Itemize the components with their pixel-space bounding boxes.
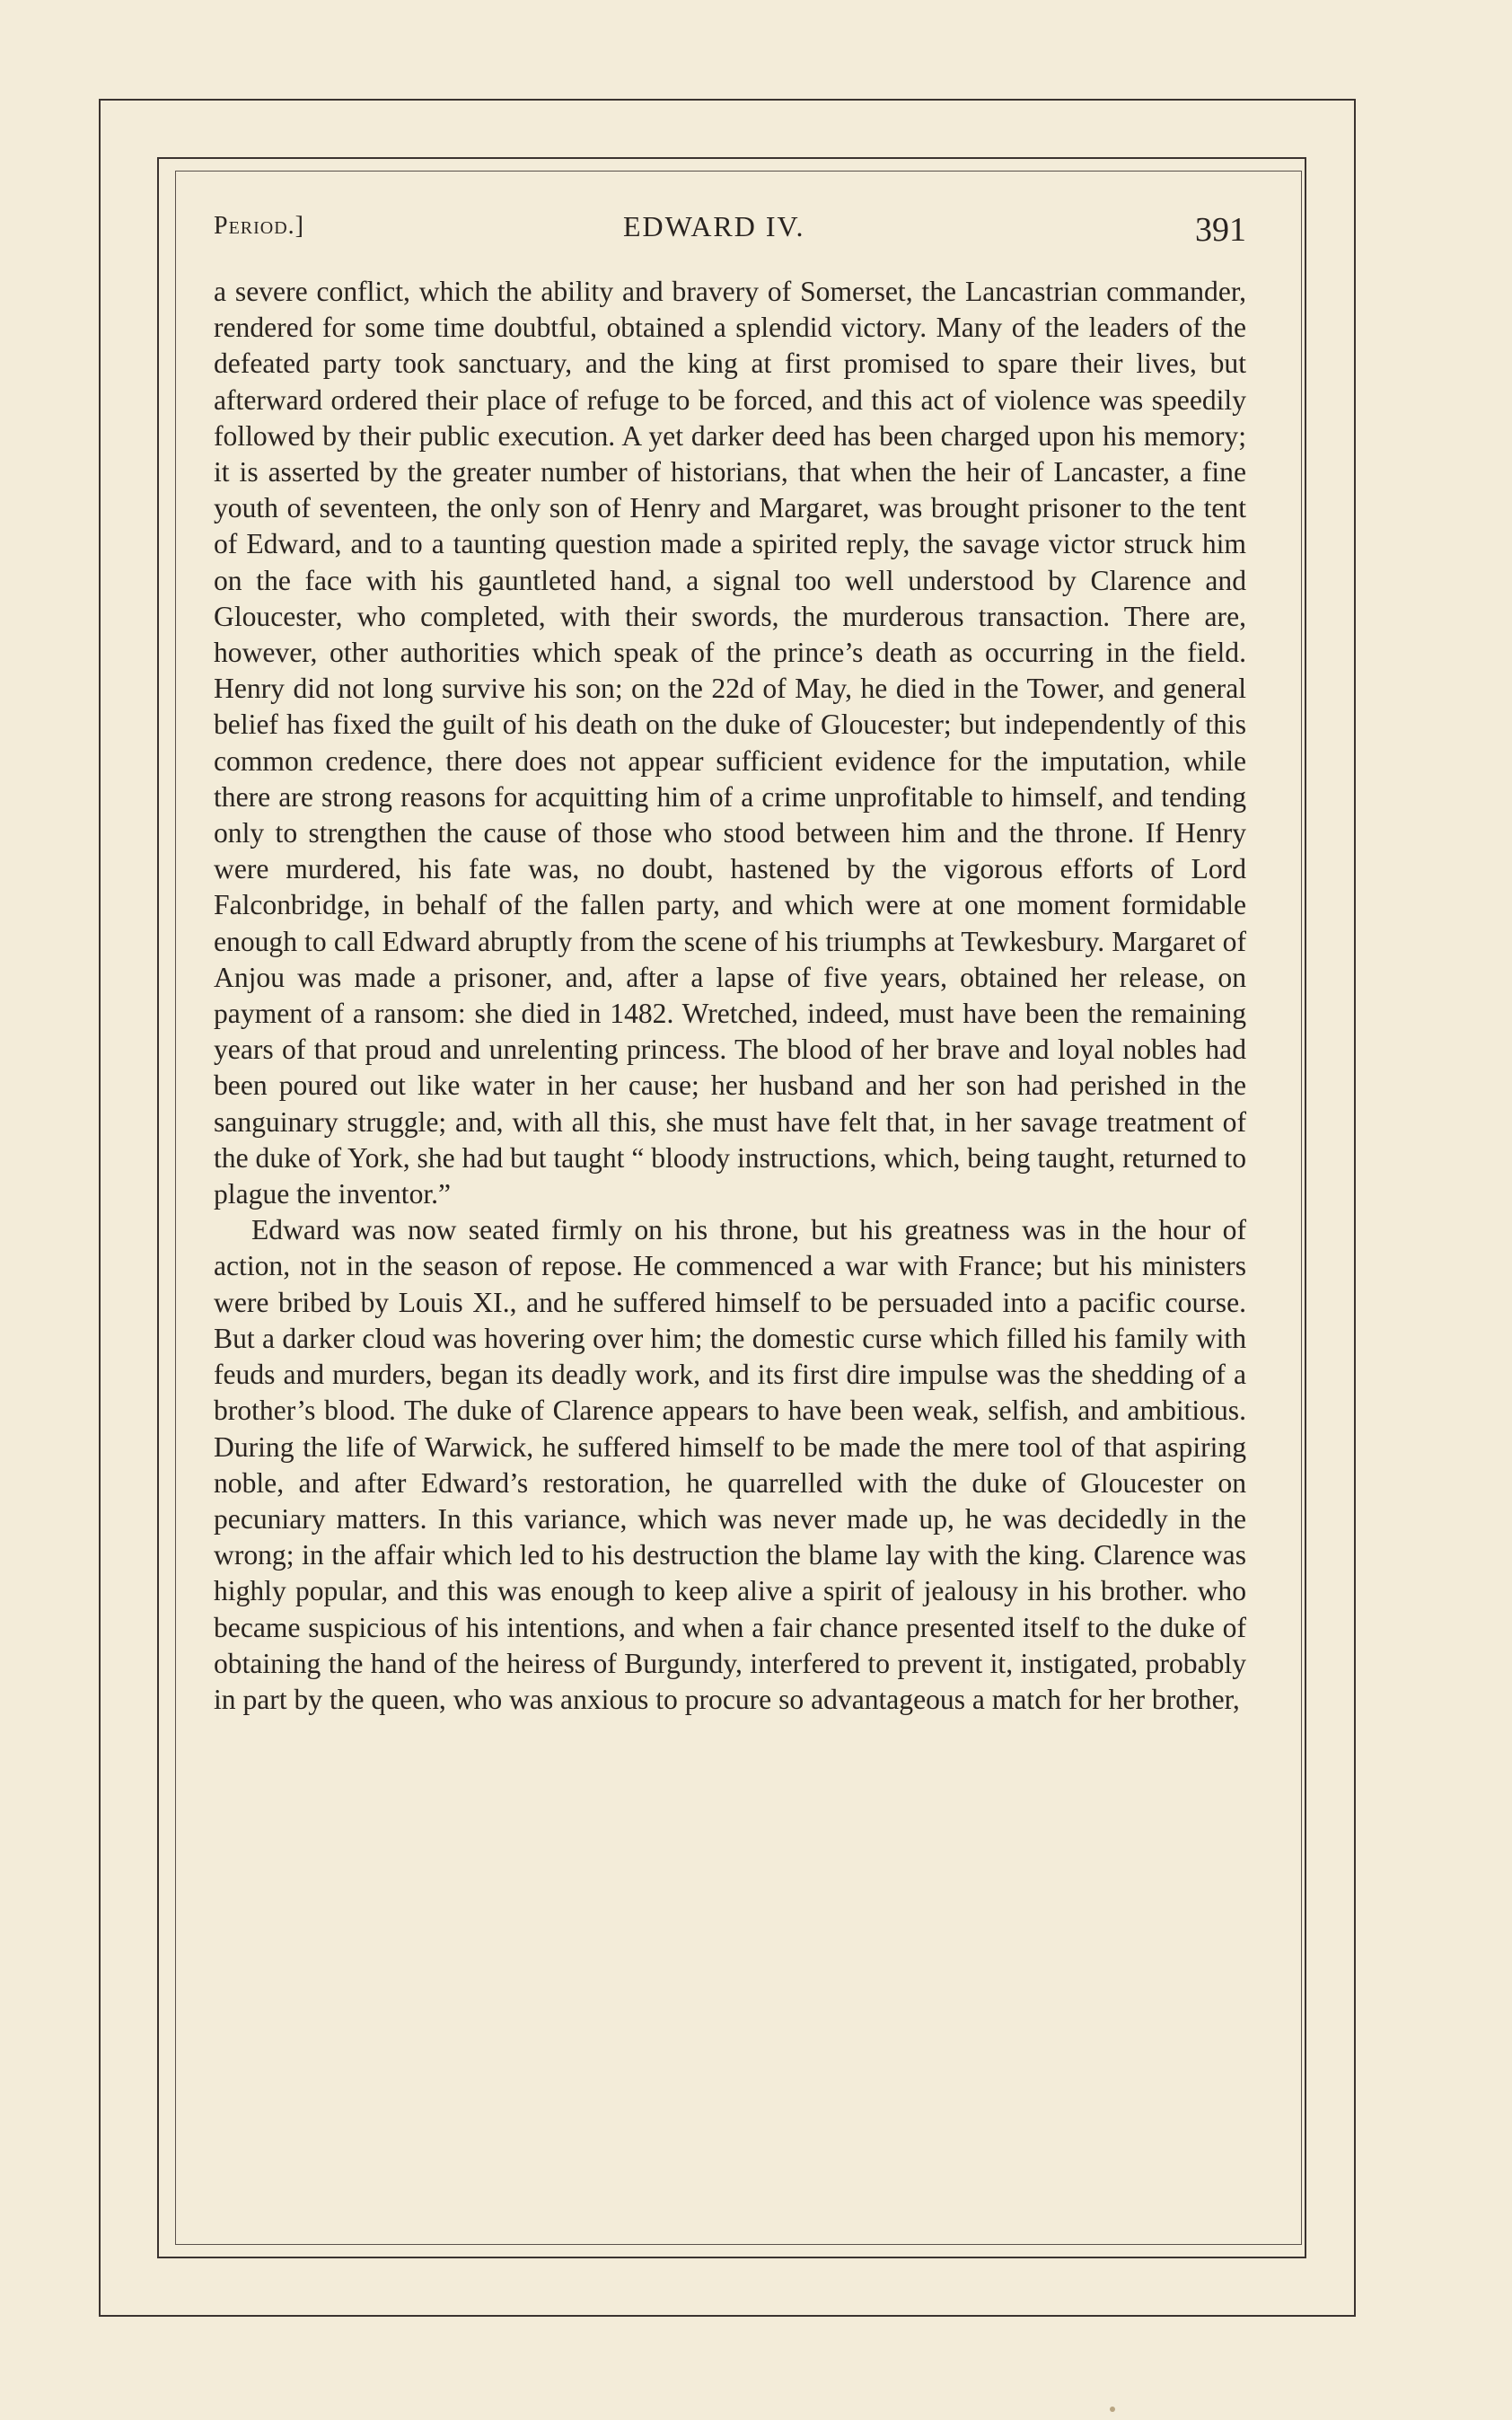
body-text (214, 274, 1246, 1718)
paper-fleck (1110, 2407, 1115, 2412)
running-head-left: Period.] (214, 212, 304, 240)
running-header (214, 205, 1246, 250)
paragraph-1: a severe conflict, which the ability and bravery of Somerset, the Lancastrian commander, rendered for some time doubtful, obtained a splendid victory. Many of the leaders of the defeated party took sanctuary, and the king at first promised to spare their lives, but afterward ordered their place of refuge to be forced, and this act of violence was speedily followed by their public execution. A yet darker deed has been charged upon his memory; it is asserted by the greater number of historians, that when the heir of Lancaster, a fine youth of seventeen, the only son of Henry and Margaret, was brought prisoner to the tent of Edward, and to a taunting question made a spirited reply, the savage victor struck him on the face with his gauntleted hand, a signal too well understood by Clarence and Gloucester, who completed, with their swords, the murderous transaction. There are, however, other authorities which speak of the prince’s death as occurring in the field. Henry did not long survive his son; on the 22d of May, he died in the Tower, and general belief has fixed the guilt of his death on the duke of Gloucester; but independently of this common credence, there does not appear sufficient evidence for the imputation, while there are strong reasons for acquitting him of a crime unprofitable to himself, and tending only to strengthen the cause of those who stood between him and the throne. If Henry were murdered, his fate was, no doubt, hastened by the vigorous efforts of Lord Falconbridge, in behalf of the fallen party, and which were at one moment formidable enough to call Edward abruptly from the scene of his triumphs at Tewkesbury. Margaret of Anjou was made a prisoner, and, after a lapse of five years, obtained her release, on payment of a ransom: she died in 1482. Wretched, indeed, must have been the remaining years of that proud and unrelenting princess. The blood of her brave and loyal nobles had been poured out like water in her cause; her husband and her son had perished in the sanguinary struggle; and, with all this, she must have felt that, in her savage treatment of the duke of York, she had but taught “ bloody instructions, which, being taught, returned to plague the inventor.” (214, 276, 1246, 1210)
page-number: 391 (1195, 211, 1246, 249)
running-head-title: EDWARD IV. (623, 210, 805, 242)
paragraph-2: Edward was now seated firmly on his throne, but his greatness was in the hour of action, not in the season of repose. He commenced a war with France; but his ministers were bribed by Louis XI., and he suffered himself to be persuaded into a pacific course. But a darker cloud was hovering over him; the domestic curse which filled his family with feuds and murders, began its deadly work, and its first dire impulse was the shedding of a brother’s blood. The duke of Clarence appears to have been weak, selfish, and ambitious. During the life of Warwick, he suffered himself to be made the mere tool of that aspiring noble, and after Edward’s restoration, he quarrelled with the duke of Gloucester on pecuniary matters. In this variance, which was never made up, he was decidedly in the wrong; in the affair which led to his destruction the blame lay with the king. Clarence was highly popular, and this was enough to keep alive a spirit of jealousy in his brother. who became suspicious of his intentions, and when a fair chance presented itself to the duke of obtaining the hand of the heiress of Burgundy, interfered to prevent it, instigated, probably in part by the queen, who was anxious to procure so advantageous a match for her brother, (214, 1214, 1246, 1715)
